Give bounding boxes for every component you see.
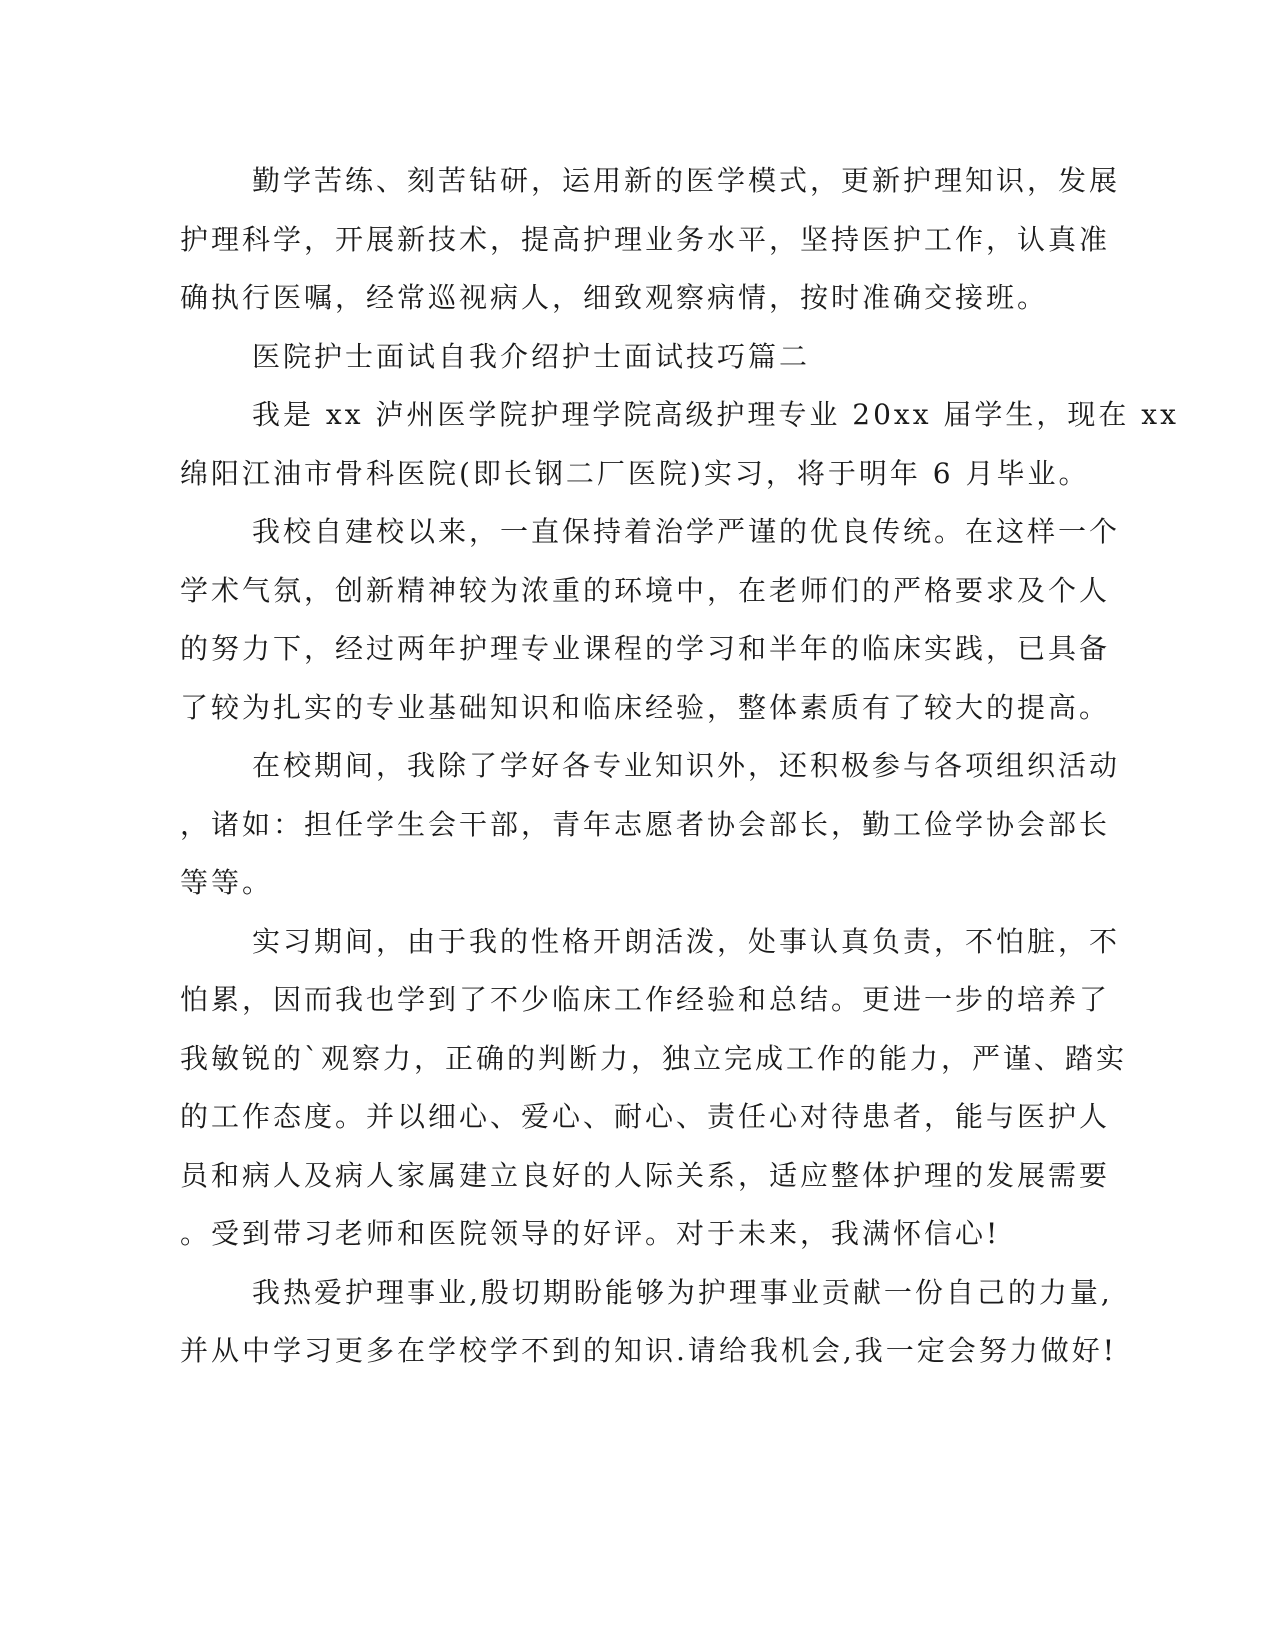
section-heading — [180, 328, 1050, 387]
text-line: 了较为扎实的专业基础知识和临床经验，整体素质有了较大的提高。 — [180, 690, 1111, 724]
text-line: ，诸如：担任学生会干部，青年志愿者协会部长，勤工俭学协会部长 — [180, 807, 1111, 841]
text-line: 学术气氛，创新精神较为浓重的环境中，在老师们的严格要求及个人 — [180, 573, 1111, 607]
text-line: 勤学苦练、刻苦钻研，运用新的医学模式，更新护理知识，发展 — [252, 164, 1121, 197]
text-line: 。受到带习老师和医院领导的好评。对于未来，我满怀信心! — [180, 1217, 1001, 1250]
text-line: 的工作态度。并以细心、爱心、耐心、责任心对待患者，能与医护人 — [180, 1100, 1111, 1133]
text-line: 我校自建校以来，一直保持着治学严谨的优良传统。在这样一个 — [252, 515, 1121, 548]
text-line: 实习期间，由于我的性格开朗活泼，处事认真负责，不怕脏，不 — [252, 924, 1121, 958]
paragraph-5 — [180, 913, 1128, 1264]
paragraph-6 — [180, 1264, 1118, 1381]
document-body — [180, 152, 1179, 1381]
text-line: 医院护士面试自我介绍护士面试技巧篇二 — [252, 339, 811, 373]
text-line: 护理科学，开展新技术，提高护理业务水平，坚持医护工作，认真准 — [180, 222, 1111, 256]
paragraph-2 — [180, 386, 1179, 503]
text-line: 确执行医嘱，经常巡视病人，细致观察病情，按时准确交接班。 — [180, 281, 1049, 314]
paragraph-4 — [180, 737, 1121, 913]
text-line: 我热爱护理事业,殷切期盼能够为护理事业贡献一份自己的力量, — [252, 1275, 1113, 1309]
text-line: 我敏锐的`观察力，正确的判断力，独立完成工作的能力，严谨、踏实 — [180, 1041, 1128, 1075]
text-line: 我是 xx 泸州医学院护理学院高级护理专业 20xx 届学生，现在 xx — [252, 398, 1179, 431]
text-line: 怕累，因而我也学到了不少临床工作经验和总结。更进一步的培养了 — [180, 983, 1111, 1016]
text-line: 员和病人及病人家属建立良好的人际关系，适应整体护理的发展需要 — [180, 1158, 1111, 1192]
text-line: 并从中学习更多在学校学不到的知识.请给我机会,我一定会努力做好! — [180, 1334, 1118, 1367]
paragraph-1 — [180, 152, 1121, 328]
text-line: 的努力下，经过两年护理专业课程的学习和半年的临床实践，已具备 — [180, 632, 1111, 665]
text-line: 在校期间，我除了学好各专业知识外，还积极参与各项组织活动 — [252, 749, 1121, 782]
text-line: 绵阳江油市骨科医院(即长钢二厂医院)实习，将于明年 6 月毕业。 — [180, 456, 1090, 490]
paragraph-3 — [180, 503, 1121, 737]
text-line: 等等。 — [180, 866, 274, 899]
